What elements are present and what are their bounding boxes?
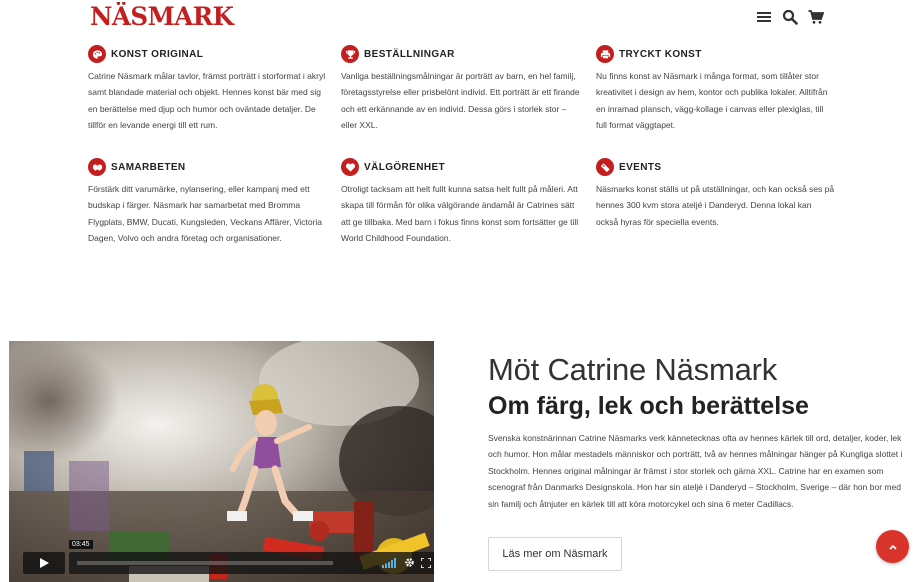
video-controls [23,541,434,574]
video-player[interactable] [9,341,434,582]
scroll-to-top-button[interactable] [876,530,909,563]
feature-text: Förstärk ditt varumärke, nylansering, eller kampanj med ett budskap i färger. Näsmark har samarbetat med Bromma Flygplats, BMW, Ducati, Kungsleden, Veckans Affärer, Victoria Dagen, Volvo och andra företag och organisationer. [88,184,323,244]
about-title: Möt Catrine Näsmark [488,352,778,387]
feature-title: BESTÄLLNINGAR [364,48,455,60]
play-icon [38,557,50,569]
menu-icon[interactable] [756,9,772,25]
site-header [0,0,922,36]
feature-valgorenhet [341,157,581,247]
feature-text: Vanliga beställningsmålningar är porträtt av barn, en hel familj, företagsstyrelse eller prisbelönt individ. Ett porträtt är ett firande och ett erkännande av en individ. Dessa görs i storlek stor – eller XXL. [341,71,580,131]
feature-title: VÄLGÖRENHET [364,161,446,173]
feature-events [596,157,836,230]
feature-title: KONST ORIGINAL [111,48,204,60]
feature-title: TRYCKT KONST [619,48,702,60]
about-text: Svenska konstnärinnan Catrine Näsmarks verk kännetecknas ofta av hennes kärlek till ord, detaljer, koder, lek och humor. Hon målar mestadels människor och porträtt, två av hennes målningar hänger på Kungliga slottet i Stockholm. Hennes original målningar är främst i stor storlek och gärna XXL. Catrine har en examen som scenograf från Danmarks Designskola. Hon har sin ateljé i Danderyd – Stockholm, Sverige – där hon bor med sin familj och åtnjuter en kärlek till att köra motorcykel och sina 6 meter Cadillacs. [488,433,903,509]
ticket-icon [596,158,614,176]
trophy-icon [341,45,359,63]
read-more-button[interactable]: Läs mer om Näsmark [488,537,622,571]
feature-text: Otroligt tacksam att helt fullt kunna satsa helt fullt på måleri. Att skapa till förmån för olika välgörande ändamål är Catrines sätt att ge tillbaka. Med barn i fokus finns konst som fortsätter ge till World Childhood Foundation. [341,184,579,244]
feature-tryckt-konst [596,44,836,134]
print-icon [596,45,614,63]
search-icon[interactable] [782,9,798,25]
heart-icon [341,158,359,176]
feature-samarbeten [88,157,328,247]
feature-text: Catrine Näsmark målar tavlor, främst porträtt i storformat i akryl samt blandade material och objekt. Hennes konst bär med sig en berättelse med djup och humor och oväntade detaljer. De tillför en levande energi till ett rum. [88,71,326,131]
video-seek-track[interactable] [77,561,333,565]
play-button[interactable] [23,552,65,574]
feature-title: EVENTS [619,161,662,173]
header-icons [756,9,824,25]
cart-icon[interactable] [808,9,824,25]
video-timecode: 03:45 [69,540,93,549]
fullscreen-icon[interactable] [421,558,431,568]
video-progress-bar[interactable] [69,552,434,574]
feature-text: Näsmarks konst ställs ut på utställningar, och kan också ses på hennes 300 kvm stora ateljé i Danderyd. Denna lokal kan också hyras för speciella events. [596,184,835,227]
about-subtitle: Om färg, lek och berättelse [488,392,809,420]
feature-konst-original [88,44,328,134]
feature-title: SAMARBETEN [111,161,186,173]
feature-text: Nu finns konst av Näsmark i många format, som tillåter stor kreativitet i design av hem, kontor och publika lokaler. Alltifrån en inramad plansch, vägg-kollage i canvas eller plexiglas, till full format väggtapet. [596,71,828,131]
settings-gear-icon[interactable] [404,557,415,568]
handshake-icon [88,158,106,176]
volume-icon[interactable] [382,558,398,568]
about-section [488,350,908,560]
video-control-icons [382,557,431,568]
site-logo[interactable]: NÄSMARK [90,2,234,31]
chevron-up-icon [889,544,897,550]
palette-icon [88,45,106,63]
feature-bestallningar [341,44,581,134]
